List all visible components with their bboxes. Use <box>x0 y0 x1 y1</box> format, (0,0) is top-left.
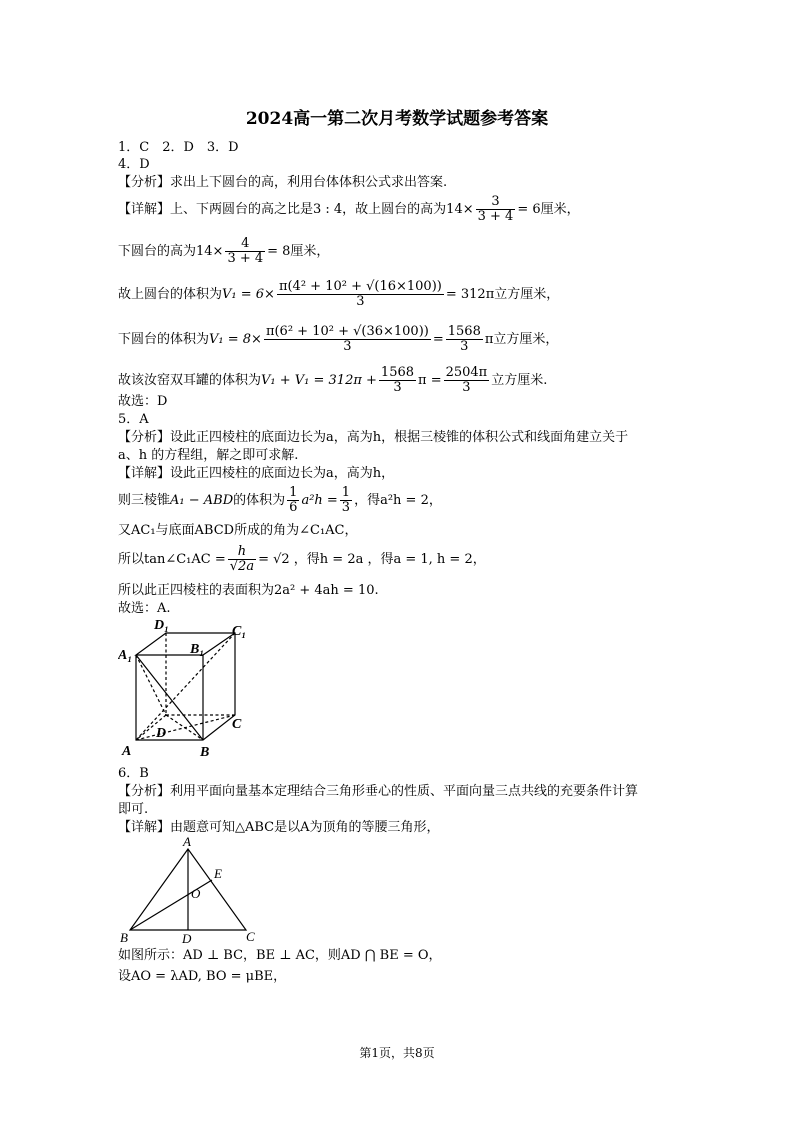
q5-detail-line1: 【详解】设此正四棱柱的底面边长为a，高为h， <box>118 466 395 481</box>
fraction: $\frac{2504\pi}{3}$ <box>445 365 488 395</box>
fraction: $\frac{\text{π(6² + 10² + √(36×100))}}{3}$ <box>265 324 429 354</box>
triangle-figure <box>118 835 268 947</box>
cube-label-c1: C₁ <box>232 624 247 639</box>
q4-volume-upper: 故上圆台的体积为V₁ = 6× $\frac{\text{π(4² + 10² + √(16×100))}}{3}$ = 312π立方厘米， <box>118 279 560 309</box>
q5-detail-line5: 所以此正四棱柱的表面积为2a² + 4ah = 10. <box>118 583 379 598</box>
q6-analysis-line1: 【分析】利用平面向量基本定理结合三角形垂心的性质、平面向量三点共线的充要条件计算 <box>118 784 639 799</box>
tri-label-d: D <box>182 931 192 946</box>
q4-volume-lower: 下圆台的体积为V₁ = 8× $\frac{\text{π(6² + 10² + √(36×100))}}{3}$ = $\frac{1568}{3}$ π立方厘米， <box>118 324 559 354</box>
fraction: $\frac{1568}{3}$ <box>447 324 481 354</box>
q5-analysis-line1: 【分析】设此正四棱柱的底面边长为a，高为h，根据三棱锥的体积公式和线面角建立关于 <box>118 430 629 445</box>
cube-label-d: D <box>156 726 167 741</box>
q4-analysis: 【分析】求出上下圆台的高，利用台体体积公式求出答案. <box>118 175 448 190</box>
answer-6: 6．B <box>118 766 149 781</box>
q5-detail-line4: 所以tan∠C₁AC = $\frac{h}{√2a}$ = √2 ，得h = 2a ，得a = 1, h = 2， <box>118 544 486 574</box>
q5-analysis-line2: a、h 的方程组，解之即可求解. <box>118 448 299 463</box>
q4-detail-line2: 下圆台的高为14× $\frac{4}{3 + 4}$ = 8厘米， <box>118 236 330 266</box>
fraction: $\frac{1}{6}$ <box>289 485 298 515</box>
q5-detail-line2: 则三棱锥A₁ − ABD的体积为 $\frac{1}{6}$ a²h = $\frac{1}{3}$ ，得a²h = 2， <box>118 485 442 515</box>
answer-5: 5．A <box>118 412 149 427</box>
cube-diagonal-a1b <box>136 655 203 740</box>
tri-label-a: A <box>183 835 191 849</box>
cube-label-a: A <box>122 744 132 759</box>
tri-label-e: E <box>214 866 222 881</box>
q6-detail-line2: 如图所示：AD ⊥ BC，BE ⊥ AC，则AD ⋂ BE = O， <box>118 948 442 963</box>
tri-label-b: B <box>120 930 128 945</box>
fraction: $\frac{1568}{3}$ <box>380 365 415 395</box>
cube-dashed-ac1 <box>136 633 235 740</box>
tri-label-c: C <box>246 929 255 944</box>
q4-volume-total: 故该汝窑双耳罐的体积为V₁ + V₁ = 312π + $\frac{1568}{3}$ π = $\frac{2504\pi}{3}$ 立方厘米. <box>118 365 548 395</box>
cube-label-b1: B₁ <box>190 642 205 657</box>
q6-analysis-line2: 即可. <box>118 802 149 817</box>
fraction: $\frac{1}{3}$ <box>341 485 351 515</box>
q6-detail-line1: 【详解】由题意可知△ABC是以A为顶角的等腰三角形， <box>118 820 440 835</box>
fraction: $\frac{h}{√2a}$ <box>229 544 255 574</box>
cube-label-d1: D₁ <box>154 618 169 633</box>
cube-label-a1: A₁ <box>118 648 133 663</box>
answers-1-3: 1．C 2．D 3．D <box>118 140 239 155</box>
q6-detail-line3: 设AO = λAD, BO = μBE， <box>118 969 287 984</box>
tri-label-o: O <box>191 886 201 901</box>
cube-figure <box>118 615 253 760</box>
q4-choice: 故选：D <box>118 394 168 409</box>
page-footer: 第1页，共8页 <box>359 1046 435 1060</box>
q5-choice: 故选：A. <box>118 601 171 616</box>
cube-label-c: C <box>232 717 242 732</box>
cube-dashed-a1d <box>136 655 166 715</box>
page-title: 2024高一第二次月考数学试题参考答案 <box>245 109 549 129</box>
cube-label-b: B <box>200 745 210 760</box>
fraction: $\frac{\text{π(4² + 10² + √(16×100))}}{3}$ <box>278 279 442 309</box>
fraction: $\frac{3}{3 + 4}$ <box>477 194 514 224</box>
answer-4: 4．D <box>118 157 150 172</box>
q4-detail-line1: 【详解】上、下两圆台的高之比是3 : 4，故上圆台的高为14× $\frac{3}{3 + 4}$ = 6厘米， <box>118 194 580 224</box>
q5-detail-line3: 又AC₁与底面ABCD所成的角为∠C₁AC， <box>118 523 358 538</box>
fraction: $\frac{4}{3 + 4}$ <box>227 236 264 266</box>
